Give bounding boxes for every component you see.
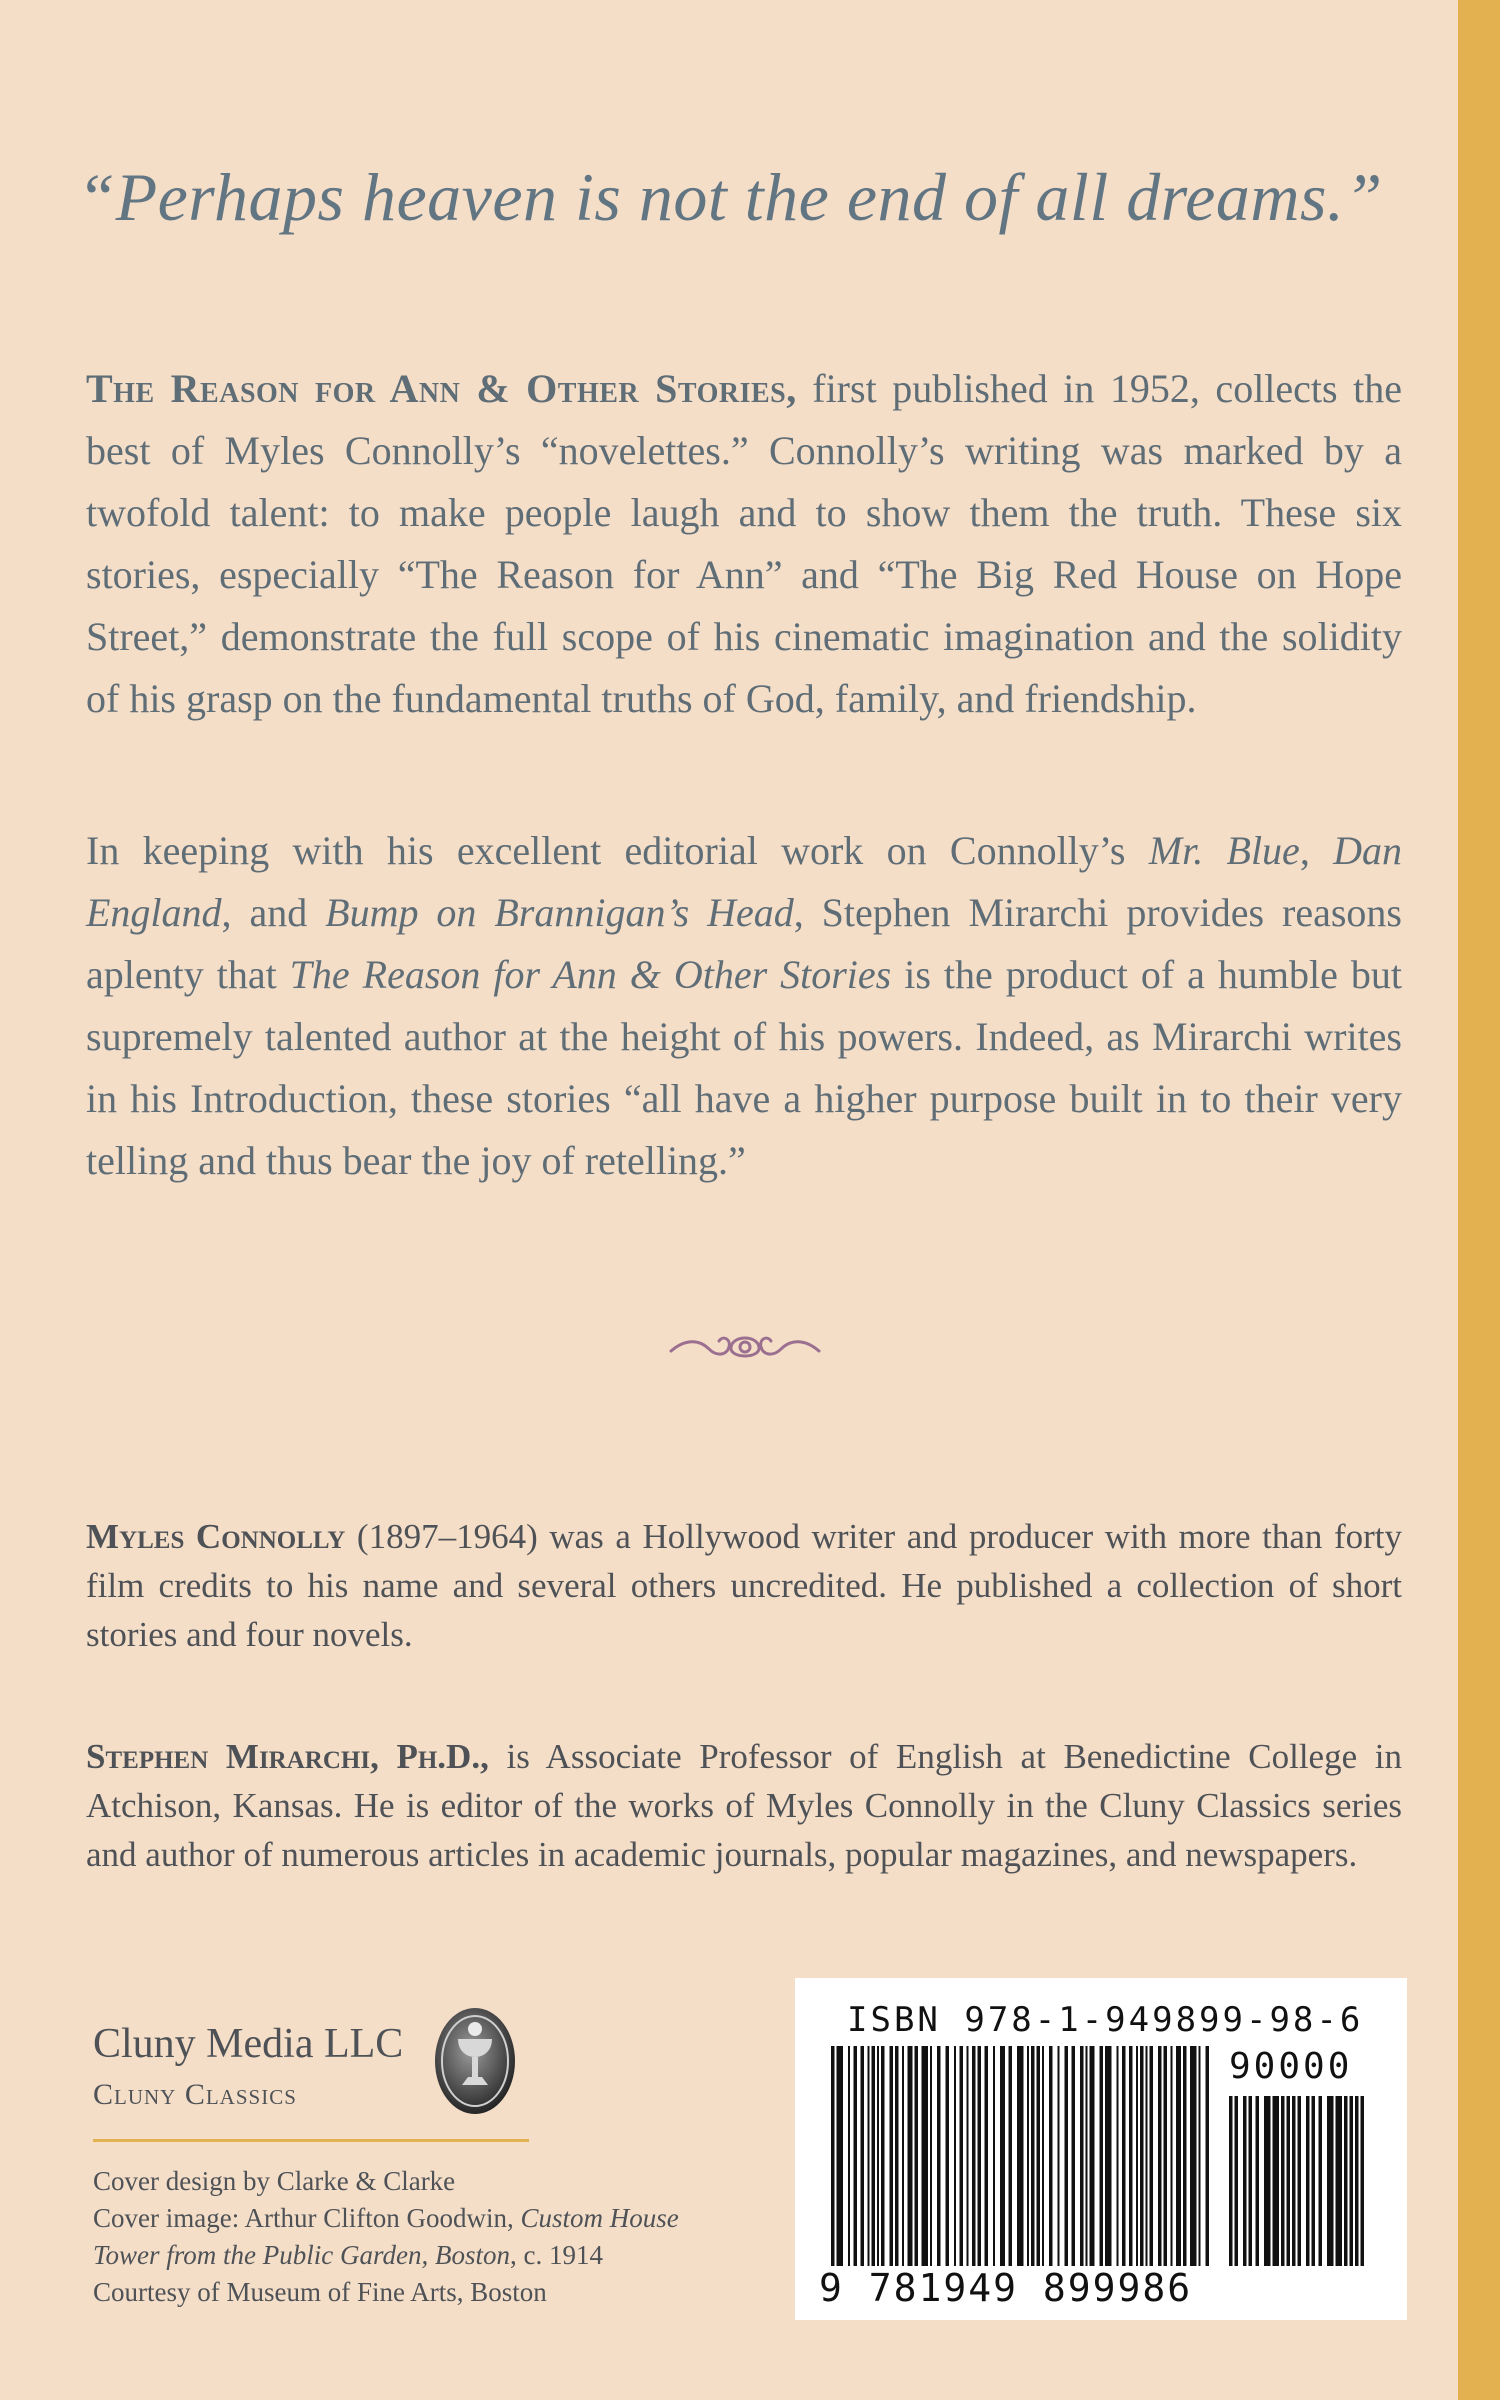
artwork-title: Tower from the Public Garden, Boston xyxy=(93,2240,510,2270)
price-code: 90000 xyxy=(1229,2046,1353,2087)
chalice-seal-icon xyxy=(432,2005,518,2117)
barcode-bar xyxy=(1090,2046,1095,2266)
barcode-bar xyxy=(1190,2046,1197,2266)
barcode-bar xyxy=(1327,2096,1334,2266)
barcode-bar xyxy=(1049,2046,1053,2266)
barcode-bar xyxy=(848,2046,850,2266)
title-mr-blue: Mr. Blue xyxy=(1148,828,1300,873)
cover-image-credit-cont xyxy=(93,2237,773,2274)
barcode-bar xyxy=(1058,2046,1060,2266)
addon-barcode-bars xyxy=(1229,2096,1371,2296)
barcode-bar xyxy=(1336,2096,1343,2266)
barcode-bar xyxy=(1100,2046,1104,2266)
description-paragraph-1 xyxy=(86,358,1402,730)
barcode-bar xyxy=(1206,2046,1210,2266)
barcode-bar xyxy=(937,2046,941,2266)
barcode-bar xyxy=(915,2046,919,2266)
barcode-bar xyxy=(881,2046,885,2266)
barcode-bar xyxy=(993,2046,995,2266)
barcode-bar xyxy=(1229,2096,1233,2266)
barcode-bar xyxy=(1117,2046,1119,2266)
tagline-quote: “Perhaps heaven is not the end of all dreams.” xyxy=(77,159,1383,235)
barcode-bar xyxy=(837,2046,844,2296)
description-text: In keeping with his excellent editorial work on Connolly’s xyxy=(86,828,1149,873)
flourish-ornament-icon xyxy=(665,1325,825,1371)
cover-credits xyxy=(93,2163,773,2311)
barcode-bar xyxy=(1105,2046,1112,2266)
barcode-bar xyxy=(1140,2046,1144,2266)
editor-bio xyxy=(86,1732,1402,1879)
barcode-bar xyxy=(1158,2046,1162,2266)
isbn-number: ISBN 978-1-949899-98-6 xyxy=(847,2000,1364,2040)
author-name: Myles Connolly xyxy=(86,1517,346,1556)
ean-barcode-bars xyxy=(831,2046,1213,2296)
barcode-bar xyxy=(1281,2096,1285,2266)
description-paragraph-2 xyxy=(86,820,1402,1192)
separator: , xyxy=(1299,828,1334,873)
barcode-bar xyxy=(930,2046,932,2266)
barcode-bar xyxy=(1122,2046,1126,2266)
barcode-bar xyxy=(1243,2096,1247,2266)
barcode-bar xyxy=(1199,2046,1201,2266)
credit-text: Cover image: Arthur Clifton Goodwin, xyxy=(93,2203,521,2233)
barcode-bar xyxy=(954,2046,956,2266)
barcode-bar xyxy=(1319,2096,1323,2266)
barcode-bar xyxy=(902,2046,904,2266)
imprint-name: Cluny Classics xyxy=(93,2078,297,2111)
cover-design-credit: Cover design by Clarke & Clarke xyxy=(93,2166,456,2196)
description-text: , Stephen Mirarchi provides reasons aplenty that xyxy=(86,890,1402,997)
barcode-bar xyxy=(1298,2096,1302,2266)
barcode-bar xyxy=(1235,2096,1239,2266)
barcode-bar xyxy=(1350,2096,1354,2266)
spine-color-strip xyxy=(1458,0,1500,2400)
barcode-bar xyxy=(1344,2096,1348,2266)
barcode-bar xyxy=(985,2046,989,2266)
barcode-bar xyxy=(1080,2046,1084,2266)
barcode-bar xyxy=(960,2046,964,2266)
artwork-title: Custom House xyxy=(520,2203,679,2233)
title-bump: Bump on Brannigan’s Head xyxy=(325,890,794,935)
barcode-bar xyxy=(1361,2096,1365,2266)
barcode-bar xyxy=(1287,2096,1291,2266)
barcode-bar xyxy=(1042,2046,1044,2266)
barcode-bar xyxy=(1273,2096,1280,2266)
barcode-bar xyxy=(1171,2046,1173,2266)
barcode-bar xyxy=(1183,2046,1187,2266)
description-text: is the product of a humble but supremely talented author at the height of his powers. Indeed, as Mirarchi writes in his Introduction, these stories “all have a higher purpose built in to their very telling and thus bear the joy of retelling.” xyxy=(86,952,1402,1183)
courtesy-credit: Courtesy of Museum of Fine Arts, Boston xyxy=(93,2277,547,2307)
ean-digits: 9 781949 899986 xyxy=(813,2266,1198,2310)
barcode-bar xyxy=(1136,2046,1138,2266)
barcode-bar xyxy=(1129,2046,1133,2266)
barcode-bar xyxy=(972,2046,976,2266)
barcode-bar xyxy=(1176,2046,1181,2266)
barcode-bar xyxy=(861,2046,865,2266)
barcode-bar xyxy=(1150,2046,1154,2266)
book-title: The Reason for Ann & Other Stories, xyxy=(86,366,797,411)
title-dan-england: Dan England xyxy=(86,828,1402,935)
barcode-bar xyxy=(877,2046,879,2266)
barcode-bar xyxy=(1031,2046,1035,2266)
title-reason-for-ann: The Reason for Ann & Other Stories xyxy=(289,952,892,997)
barcode-bar xyxy=(1009,2046,1013,2266)
barcode-bar xyxy=(890,2046,894,2266)
barcode-bar xyxy=(1355,2096,1359,2266)
author-bio xyxy=(86,1512,1402,1659)
barcode-bar xyxy=(1072,2046,1076,2266)
editor-bio-text: is Associate Professor of English at Benedictine College in Atchison, Kansas. He is editor of the works of Myles Connolly in the Cluny Classics series and author of numerous articles in academic journals, popular magazines, and newspapers. xyxy=(86,1737,1402,1874)
barcode-bar xyxy=(1249,2096,1253,2266)
isbn-barcode xyxy=(795,1978,1407,2320)
barcode-bar xyxy=(831,2046,835,2296)
publisher-name: Cluny Media LLC xyxy=(93,2021,404,2067)
barcode-bar xyxy=(1146,2046,1148,2266)
author-bio-text: (1897–1964) was a Hollywood writer and producer with more than forty film credits to his name and several others uncredited. He published a collection of short stories and four novels. xyxy=(86,1517,1402,1654)
barcode-bar xyxy=(1164,2046,1168,2266)
barcode-bar xyxy=(1065,2046,1069,2266)
barcode-bar xyxy=(1000,2046,1005,2266)
separator: , and xyxy=(221,890,326,935)
barcode-bar xyxy=(1017,2046,1024,2296)
credit-text: , c. 1914 xyxy=(510,2240,603,2270)
barcode-bar xyxy=(967,2046,969,2266)
editor-name: Stephen Mirarchi, Ph.D., xyxy=(86,1737,489,1776)
barcode-bar xyxy=(895,2046,899,2266)
barcode-bar xyxy=(1264,2096,1271,2266)
barcode-bar xyxy=(1027,2046,1029,2296)
description-text: first published in 1952, collects the best of Myles Connolly’s “novelettes.” Connolly’s writing was marked by a twofold talent: to make people laugh and to show them the truth. These six stories, especially “The Reason for Ann” and “The Big Red House on Hope Street,” demonstrate the full scope of his cinematic imagination and the solidity of his grasp on the fundamental truths of God, family, and friendship. xyxy=(86,366,1402,721)
barcode-bar xyxy=(1086,2046,1088,2266)
barcode-bar xyxy=(978,2046,982,2266)
barcode-bar xyxy=(1306,2096,1310,2266)
barcode-bar xyxy=(1037,2046,1041,2266)
divider-rule xyxy=(93,2139,529,2142)
barcode-bar xyxy=(1256,2096,1260,2266)
barcode-bar xyxy=(922,2046,929,2266)
barcode-bar xyxy=(946,2046,950,2266)
barcode-bar xyxy=(872,2046,876,2266)
cover-image-credit xyxy=(93,2200,773,2237)
barcode-bar xyxy=(854,2046,858,2266)
barcode-bar xyxy=(1312,2096,1316,2266)
barcode-bar xyxy=(908,2046,913,2266)
barcode-bar xyxy=(868,2046,870,2266)
barcode-bar xyxy=(1292,2096,1296,2266)
